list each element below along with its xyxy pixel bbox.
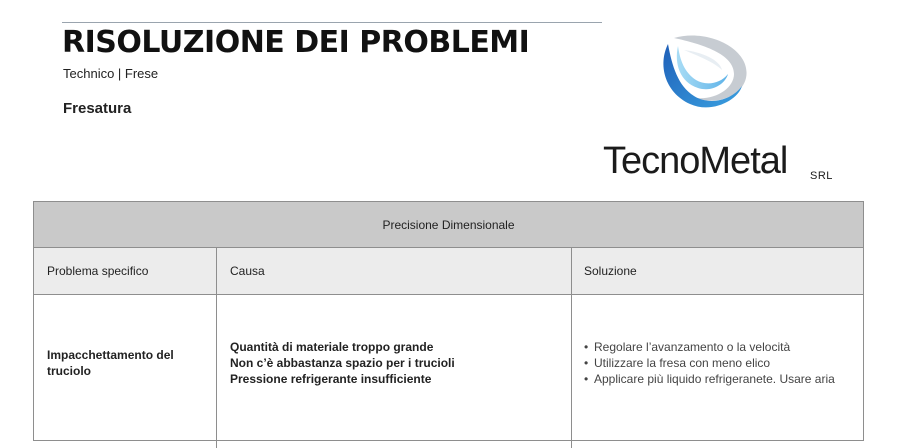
swirl-logo-icon — [654, 30, 754, 114]
column-divider — [216, 248, 217, 448]
solution-cell — [584, 339, 854, 387]
list-item: • Regolare l’avanzamento o la velocità — [584, 340, 791, 354]
table-title: Precisione Dimensionale — [34, 202, 863, 248]
column-header-solution: Soluzione — [584, 264, 637, 278]
cause-line: Non c’è abbastanza spazio per i trucioli — [230, 356, 455, 370]
column-divider — [571, 248, 572, 448]
cause-cell — [230, 339, 560, 387]
column-header-problem: Problema specifico — [47, 264, 149, 278]
page-title: RISOLUZIONE DEI PROBLEMI — [62, 25, 530, 60]
top-rule — [62, 22, 602, 23]
solution-text: Applicare più liquido refrigeranete. Usare aria — [594, 372, 835, 386]
list-item: • Applicare più liquido refrigeranete. Usare aria — [584, 372, 835, 386]
cause-line: Quantità di materiale troppo grande — [230, 340, 434, 354]
solution-text: Utilizzare la fresa con meno elico — [594, 356, 771, 370]
column-header-row — [34, 248, 863, 295]
solution-list — [584, 339, 854, 387]
list-item: • Utilizzare la fresa con meno elico — [584, 356, 771, 370]
company-logo — [598, 30, 838, 182]
logo-wordmark: TecnoMetal — [603, 140, 788, 182]
solution-text: Regolare l’avanzamento o la velocità — [594, 340, 791, 354]
section-heading: Fresatura — [63, 100, 132, 117]
page-subtitle: Technico | Frese — [63, 66, 159, 81]
troubleshooting-table — [33, 201, 864, 441]
column-header-cause: Causa — [230, 264, 265, 278]
problem-cell: Impacchettamento del truciolo — [47, 348, 174, 378]
logo-suffix: SRL — [810, 170, 833, 182]
cause-line: Pressione refrigerante insufficiente — [230, 372, 432, 386]
